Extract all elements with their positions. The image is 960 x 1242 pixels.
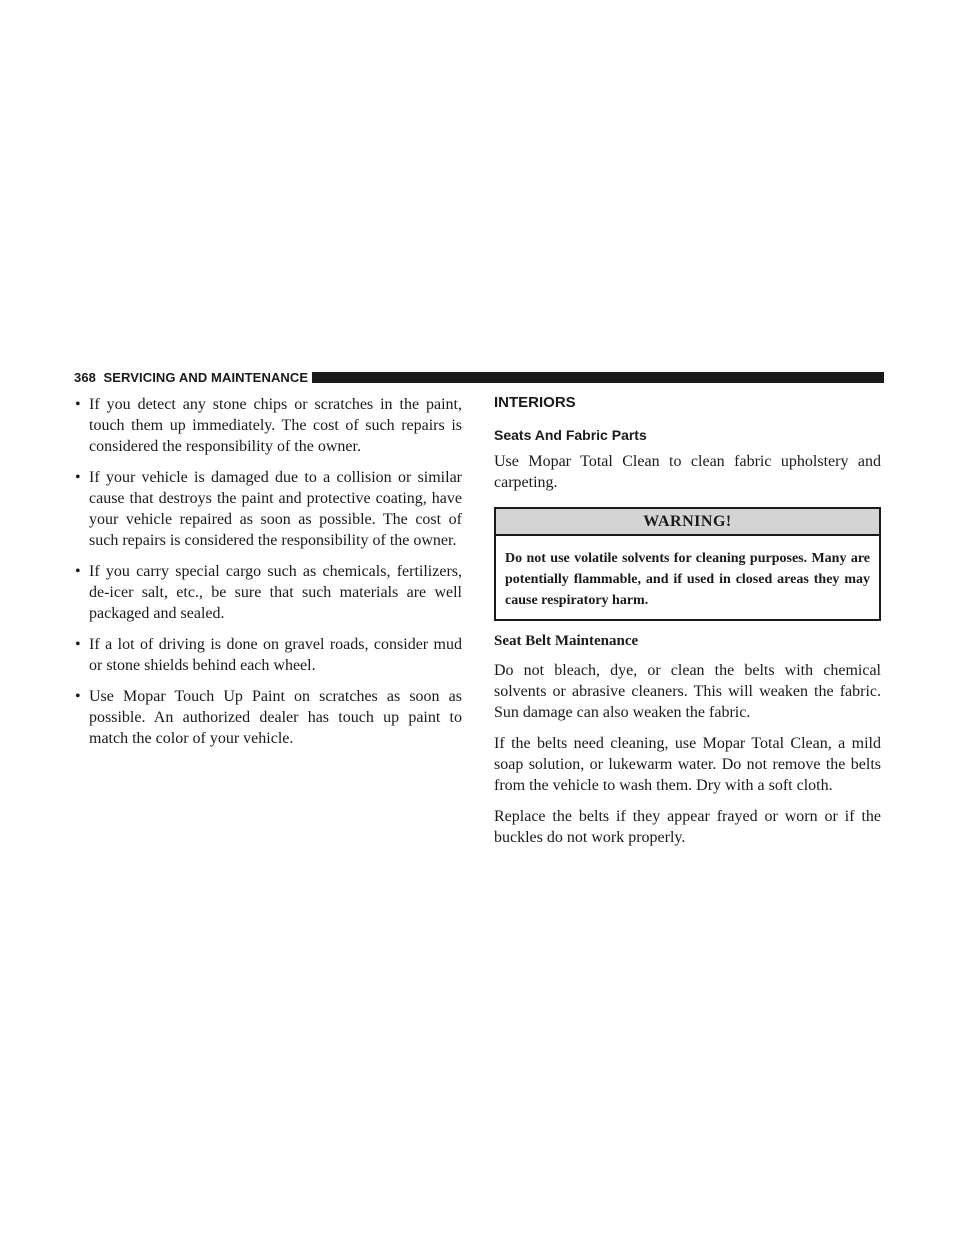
body-paragraph: Do not bleach, dye, or clean the belts with chemical solvents or abrasive cleaners. This will weaken the fabric. Sun damage can also weaken the fabric. [494, 662, 881, 721]
left-column [74, 394, 462, 759]
warning-text: Do not use volatile solvents for cleaning purposes. Many are potentially flammable, and if used in closed areas they may cause respiratory harm. [505, 551, 870, 608]
bullet-text: If you detect any stone chips or scratches in the paint, touch them up immediately. The cost of such repairs is considered the responsibility of the owner. [89, 396, 462, 455]
bullet-icon: • [75, 688, 81, 705]
subsection-title: Seats And Fabric Parts [494, 427, 647, 443]
bullet-icon: • [75, 396, 81, 413]
body-paragraph: If the belts need cleaning, use Mopar Total Clean, a mild soap solution, or lukewarm water. Do not remove the belts from the vehicle to wash them. Dry with a soft cloth. [494, 735, 881, 794]
intro-paragraph: Use Mopar Total Clean to clean fabric upholstery and carpeting. [494, 453, 881, 491]
bullet-text: If you carry special cargo such as chemicals, fertilizers, de-icer salt, etc., be sure that such materials are well packaged and sealed. [89, 563, 462, 622]
section-title: INTERIORS [494, 394, 576, 411]
page-number: 368 [74, 370, 96, 385]
header-rule [312, 372, 884, 383]
warning-box [494, 507, 881, 621]
bullet-text: If a lot of driving is done on gravel roads, consider mud or stone shields behind each wheel. [89, 636, 462, 674]
right-column [494, 394, 881, 858]
bullet-item [74, 394, 462, 457]
bullet-item [74, 634, 462, 676]
page-header-text [74, 370, 308, 385]
page-header [74, 369, 884, 389]
bullet-text: Use Mopar Touch Up Paint on scratches as soon as possible. An authorized dealer has touch up paint to match the color of your vehicle. [89, 688, 462, 747]
bullet-text: If your vehicle is damaged due to a collision or similar cause that destroys the paint and protective coating, have your vehicle repaired as soon as possible. The cost of such repairs is considered the responsibility of the owner. [89, 469, 462, 549]
bullet-item [74, 561, 462, 624]
bullet-icon: • [75, 563, 81, 580]
bullet-icon: • [75, 636, 81, 653]
warning-title: WARNING! [496, 509, 879, 536]
bullet-item [74, 467, 462, 551]
bullet-icon: • [75, 469, 81, 486]
seat-belt-title: Seat Belt Maintenance [494, 633, 639, 649]
section-name: SERVICING AND MAINTENANCE [103, 370, 309, 385]
bullet-item [74, 686, 462, 749]
body-paragraph: Replace the belts if they appear frayed or worn or if the buckles do not work properly. [494, 808, 881, 846]
bullet-list [74, 394, 462, 749]
